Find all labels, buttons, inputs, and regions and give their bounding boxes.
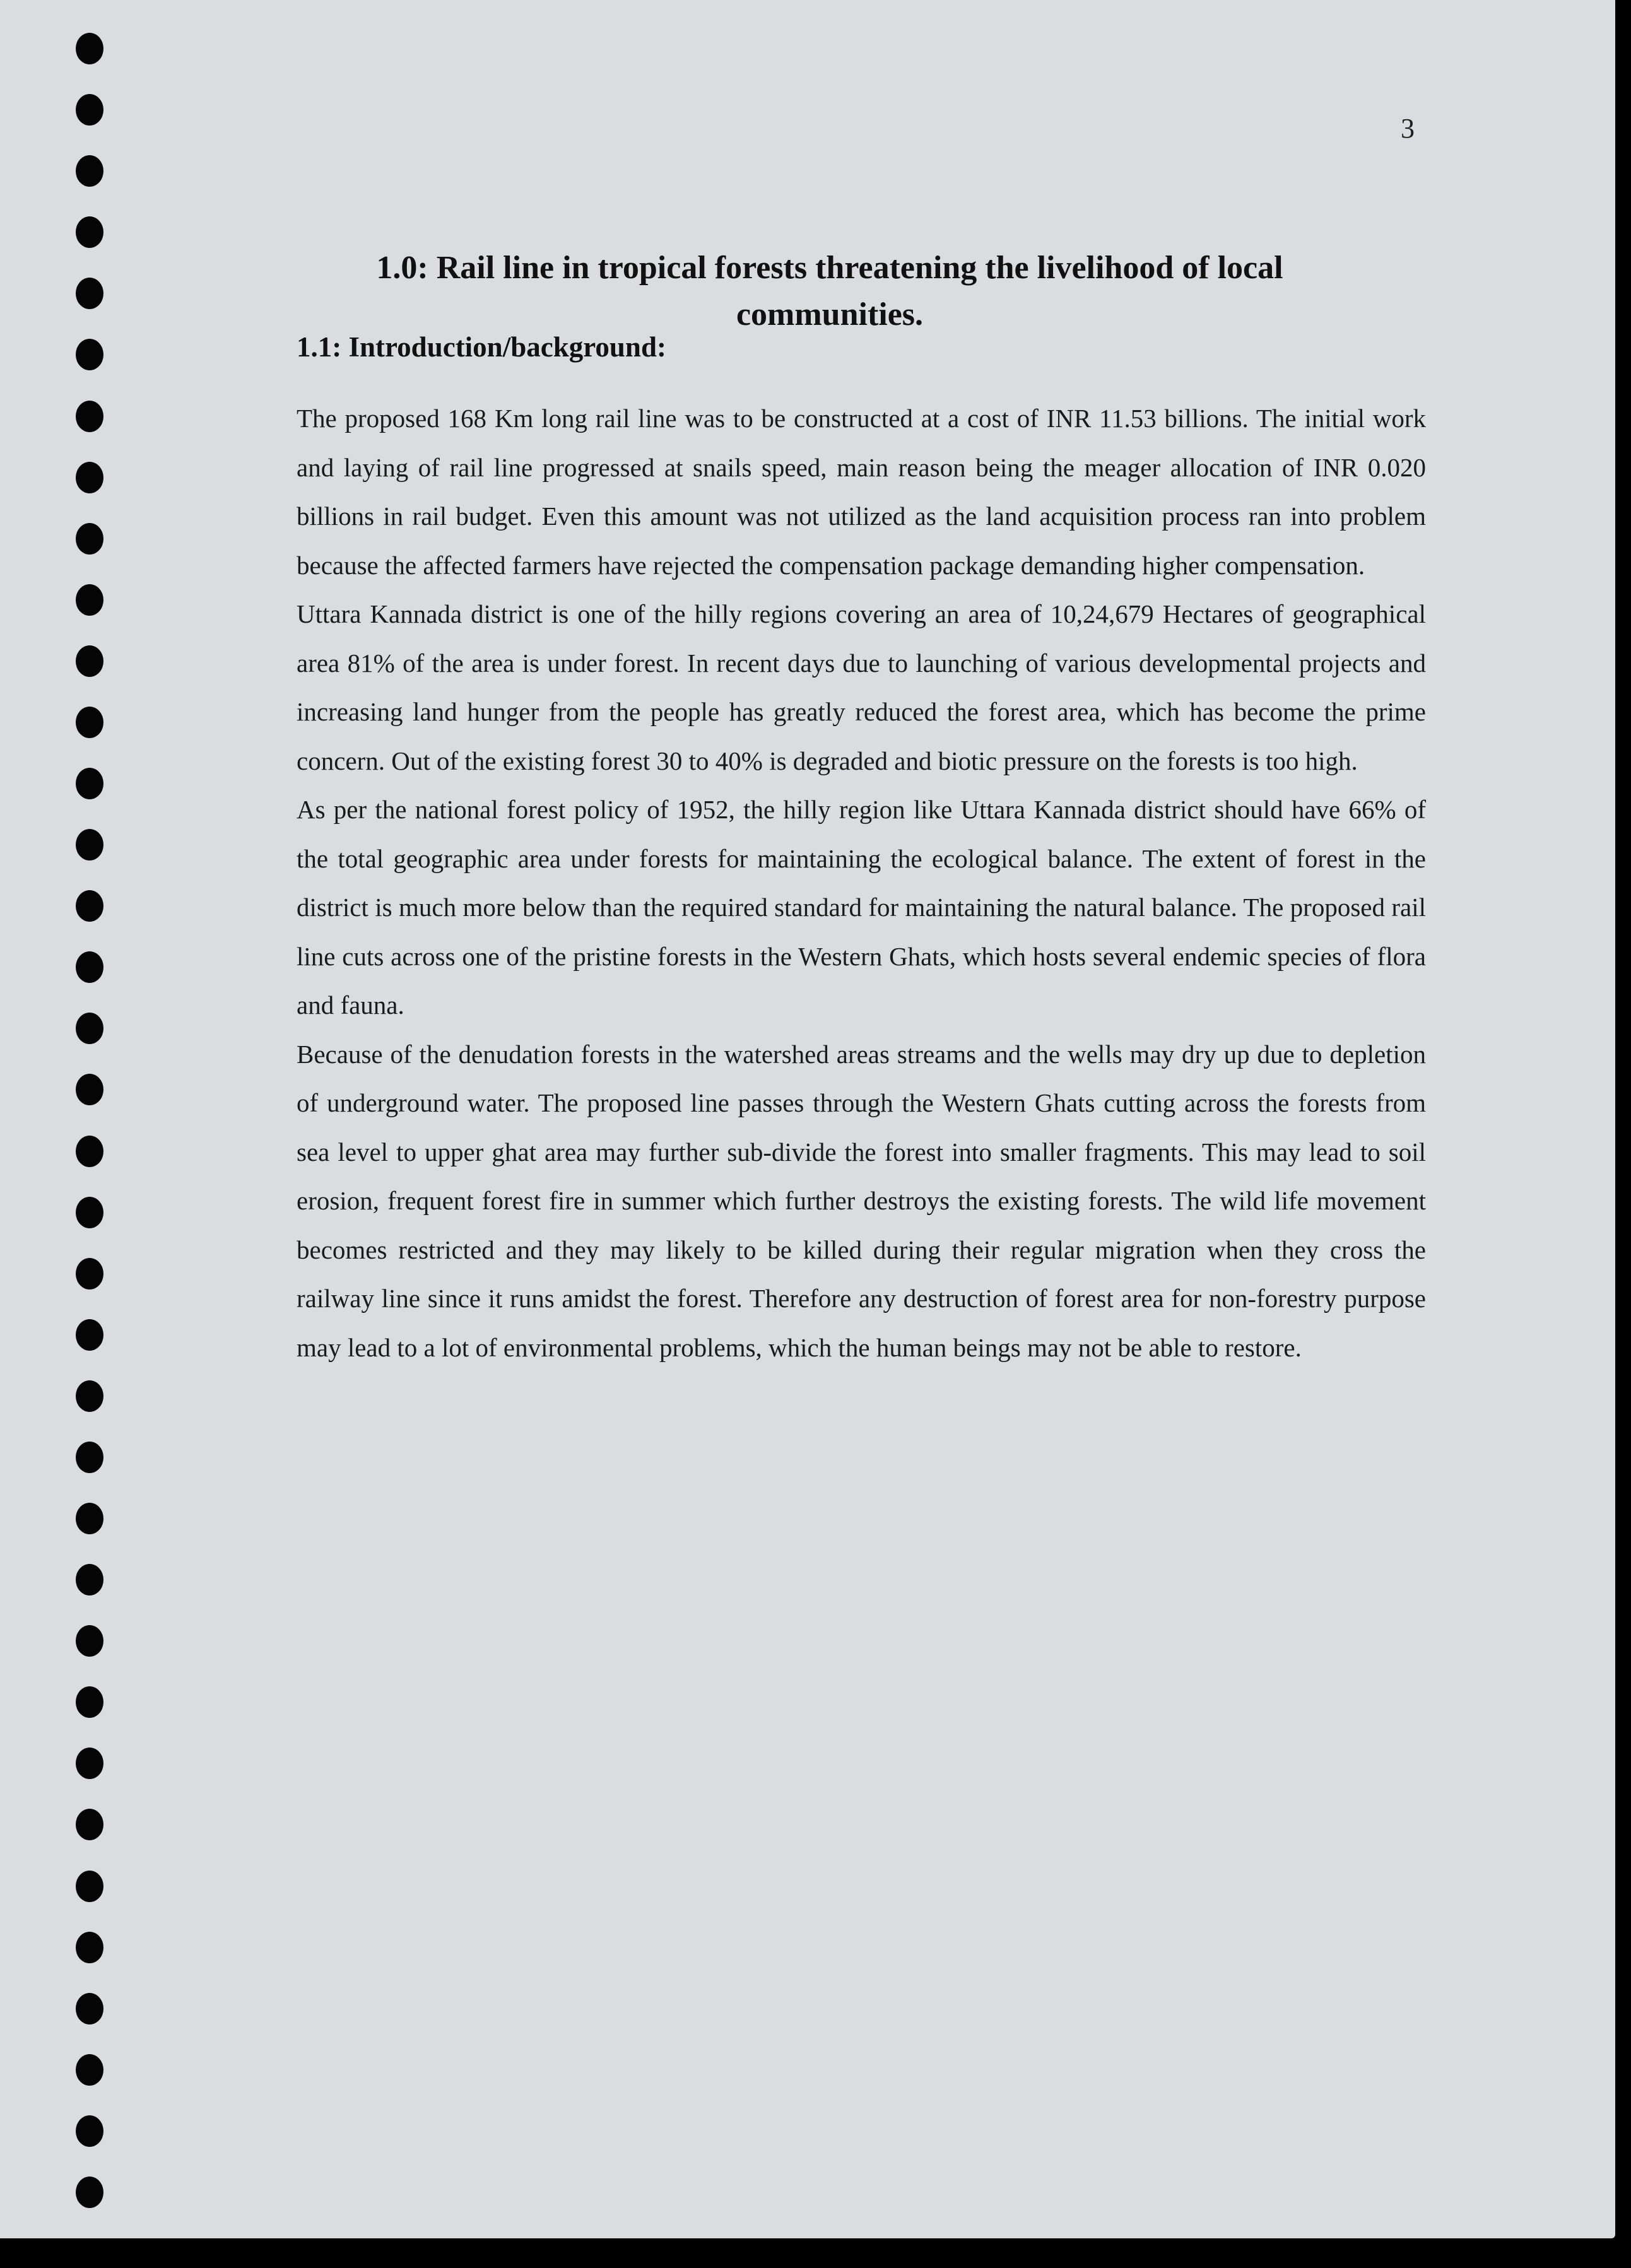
binding-hole	[76, 216, 103, 248]
binding-hole	[76, 1809, 103, 1840]
binding-hole	[76, 1625, 103, 1657]
binding-hole	[76, 1932, 103, 1963]
binding-hole	[76, 1748, 103, 1779]
binding-hole	[76, 584, 103, 616]
binding-hole	[76, 1319, 103, 1351]
binding-hole	[76, 1013, 103, 1044]
paragraph: As per the national forest policy of 1952, the hilly region like Uttara Kannada district should have 66% of the total geographic area under forests for maintaining the ecological balance. The extent of forest in the district is much more below than the required standard for maintaining the natural balance. The proposed rail line cuts across one of the pristine forests in the Western Ghats, which hosts several endemic species of flora and fauna.	[297, 795, 1426, 1019]
body-text	[297, 394, 1426, 1372]
binding-hole	[76, 2054, 103, 2086]
paragraph: The proposed 168 Km long rail line was to be constructed at a cost of INR 11.53 billions. The initial work and laying of rail line progressed at snails speed, main reason being the meager allocation of INR 0.020 billions in rail budget. Even this amount was not utilized as the land acquisition process ran into problem because the affected farmers have rejected the compensation package demanding higher compensation.	[297, 404, 1426, 580]
binding-hole	[76, 278, 103, 309]
binding-hole	[76, 1380, 103, 1412]
binding-hole	[76, 829, 103, 861]
binding-hole	[76, 1074, 103, 1105]
binding-hole	[76, 768, 103, 799]
binding-hole	[76, 1136, 103, 1167]
binding-hole	[76, 1197, 103, 1228]
binding-hole	[76, 707, 103, 738]
binding-hole	[76, 1871, 103, 1902]
section-heading: 1.1: Introduction/background:	[297, 331, 666, 363]
binding-hole	[76, 94, 103, 126]
binding-hole	[76, 523, 103, 555]
chapter-title: 1.0: Rail line in tropical forests threatening the livelihood of local communities.	[376, 250, 1283, 332]
binding-hole	[76, 339, 103, 370]
binding-hole	[76, 462, 103, 493]
binding-hole	[76, 645, 103, 677]
binding-hole	[76, 1503, 103, 1534]
binding-hole	[76, 1258, 103, 1290]
page-number: 3	[1401, 113, 1415, 144]
binding-hole	[76, 2177, 103, 2208]
paragraph: Uttara Kannada district is one of the hilly regions covering an area of 10,24,679 Hectares of geographical area 81% of the area is under forest. In recent days due to launching of various developmental projects and increasing land hunger from the people has greatly reduced the forest area, which has become the prime concern. Out of the existing forest 30 to 40% is degraded and biotic pressure on the forests is too high.	[297, 599, 1426, 775]
binding-hole	[76, 951, 103, 983]
binding-hole	[76, 1442, 103, 1473]
binding-hole	[76, 155, 103, 187]
binding-hole	[76, 1686, 103, 1718]
binding-hole	[76, 401, 103, 432]
binding-hole	[76, 33, 103, 64]
binding-hole	[76, 2115, 103, 2147]
binding-hole	[76, 1993, 103, 2024]
binding-hole	[76, 890, 103, 922]
paragraph: Because of the denudation forests in the watershed areas streams and the wells may dry up due to depletion of underground water. The proposed line passes through the Western Ghats cutting across the forests from sea level to upper ghat area may further sub-divide the forest into smaller fragments. This may lead to soil erosion, frequent forest fire in summer which further destroys the existing forests. The wild life movement becomes restricted and they may likely to be killed during their regular migration when they cross the railway line since it runs amidst the forest. Therefore any destruction of forest area for non-forestry purpose may lead to a lot of environmental problems, which the human beings may not be able to restore.	[297, 1039, 1426, 1362]
binding-hole	[76, 1564, 103, 1595]
